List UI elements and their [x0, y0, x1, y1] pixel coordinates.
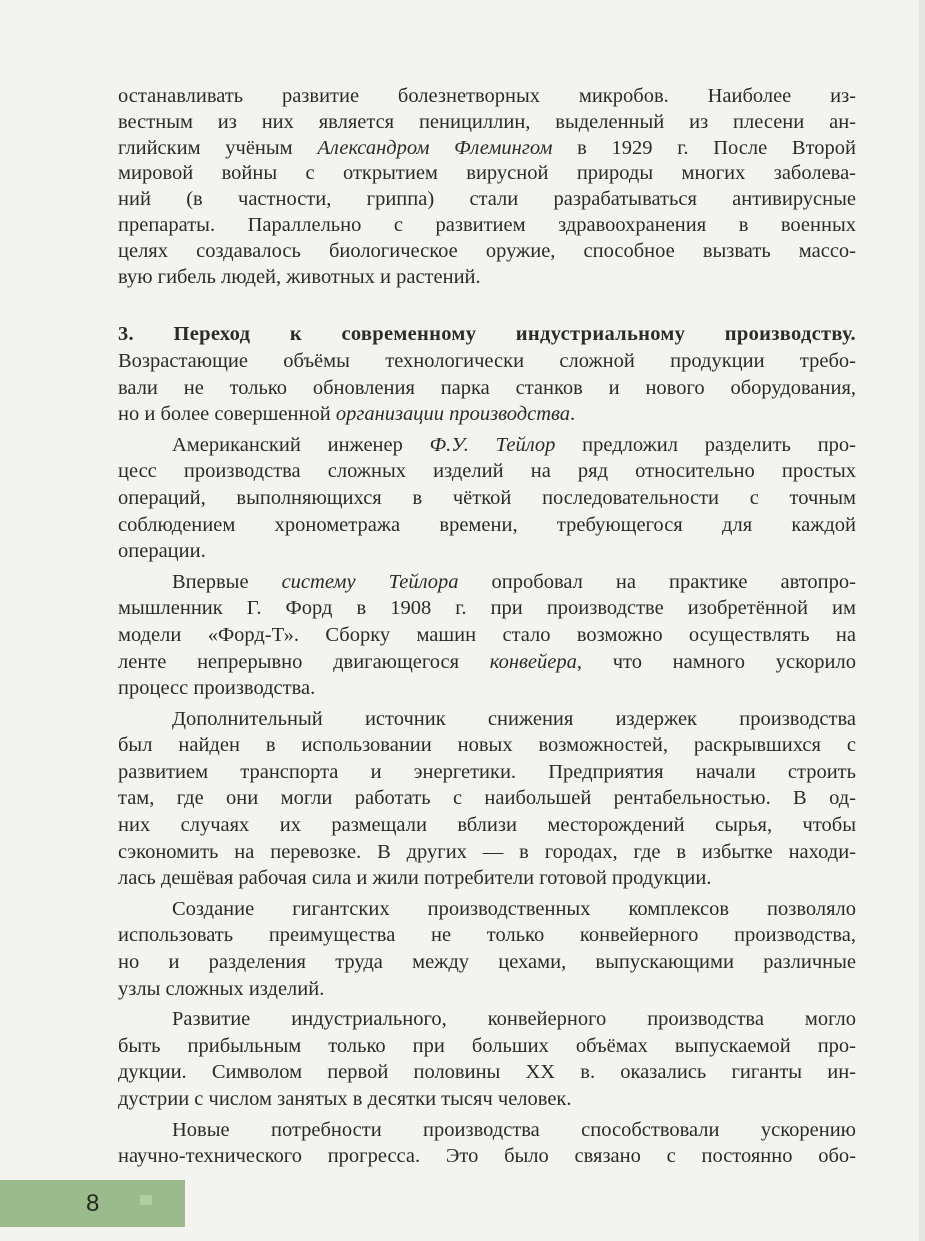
text-line	[118, 759, 856, 786]
paragraph	[118, 84, 856, 290]
text-line	[118, 1143, 856, 1170]
page-number: 8	[86, 1190, 100, 1217]
text-line	[118, 949, 856, 976]
text-run: Американский инженер	[172, 433, 430, 456]
decorative-mark	[140, 1195, 152, 1205]
text-line	[118, 622, 856, 649]
page-text	[118, 80, 856, 1170]
text-line	[118, 136, 856, 162]
text-line	[118, 321, 856, 348]
text-line	[118, 976, 856, 1003]
text-line	[118, 432, 856, 459]
text-line	[118, 401, 856, 428]
text-line	[118, 187, 856, 213]
text-line	[118, 348, 856, 375]
text-run: операции.	[118, 540, 206, 563]
text-line	[118, 675, 856, 702]
text-line	[118, 922, 856, 949]
text-line	[118, 785, 856, 812]
text-run: дустрии с числом занятых в десятки тысяч человек.	[118, 1088, 572, 1110]
text-run: глийским учёным	[118, 136, 318, 159]
text-line	[118, 649, 856, 676]
paragraph	[118, 569, 856, 702]
italic-term: конвейера	[489, 650, 577, 673]
text-line	[118, 706, 856, 733]
text-run: использовать преимущества не только конвейерного производства,	[118, 924, 856, 947]
text-line	[118, 569, 856, 596]
text-run: Развитие индустриального, конвейерного производства могло	[172, 1008, 856, 1031]
text-run: научно-технического прогресса. Это было связано с постоянно обо-	[118, 1145, 856, 1168]
paragraph	[118, 706, 856, 892]
text-run: сэкономить на перевозке. В других — в городах, где в избытке находи-	[118, 840, 856, 863]
text-run: , что намного ускорило	[576, 650, 856, 673]
paragraph	[118, 1117, 856, 1170]
text-run: развитием транспорта и энергетики. Предприятия начали строить	[118, 760, 856, 783]
italic-term: Александром Флемингом	[317, 136, 553, 159]
text-run: там, где они могли работать с наибольшей рентабельностью. В од-	[118, 787, 856, 810]
text-line	[118, 865, 856, 892]
text-line	[118, 265, 856, 291]
text-run: мировой войны с открытием вирусной природы многих заболева-	[118, 162, 856, 185]
section-paragraph	[118, 321, 856, 427]
text-run: но и более совершенной	[118, 403, 336, 426]
text-run: цесс производства сложных изделий на ряд относительно простых	[118, 460, 856, 483]
paragraph	[118, 896, 856, 1002]
text-line	[118, 595, 856, 622]
text-run: Новые потребности производства способствовали ускорению	[172, 1118, 856, 1141]
text-run: вали не только обновления парка станков и нового оборудования,	[118, 376, 856, 399]
text-line	[118, 1006, 856, 1033]
text-run: Дополнительный источник снижения издержек производства	[172, 707, 856, 730]
text-run: опробовал на практике автопро-	[458, 570, 856, 593]
text-line	[118, 1117, 856, 1144]
italic-term: Ф.У. Тейлор	[429, 433, 556, 456]
text-line	[118, 512, 856, 539]
text-run: ний (в частности, гриппа) стали разрабатываться антивирусные	[118, 188, 856, 211]
text-run: в 1929 г. После Второй	[552, 136, 856, 159]
italic-term: систему Тейлора	[281, 570, 459, 593]
text-run: лась дешёвая рабочая сила и жили потребители готовой продукции.	[118, 867, 712, 890]
text-run: узлы сложных изделий.	[118, 977, 325, 1000]
text-run: соблюдением хронометража времени, требующегося для каждой	[118, 513, 856, 536]
text-run: Впервые	[172, 570, 282, 593]
text-line	[118, 1086, 856, 1113]
text-run: операций, выполняющихся в чёткой последовательности с точным	[118, 486, 856, 509]
text-run: был найден в использовании новых возможностей, раскрывшихся с	[118, 734, 856, 757]
text-line	[118, 896, 856, 923]
text-line	[118, 213, 856, 239]
paragraph	[118, 1006, 856, 1112]
text-run: них случаях их размещали вблизи месторождений сырья, чтобы	[118, 814, 856, 837]
text-run: Возрастающие объёмы технологически сложной продукции требо-	[118, 349, 856, 372]
text-run: дукции. Символом первой половины XX в. оказались гиганты ин-	[118, 1061, 856, 1084]
text-line	[118, 839, 856, 866]
text-line	[118, 161, 856, 187]
text-line	[118, 538, 856, 565]
text-run: препараты. Параллельно с развитием здравоохранения в военных	[118, 213, 856, 236]
text-line	[118, 458, 856, 485]
page-number-tab	[0, 1180, 185, 1227]
section-heading: 3. Переход к современному индустриальному производству.	[118, 323, 856, 346]
italic-term: организации производства	[335, 403, 571, 426]
text-run: целях создавалось биологическое оружие, способное вызвать массо-	[118, 239, 856, 262]
text-run: модели «Форд-Т». Сборку машин стало возможно осуществлять на	[118, 623, 856, 646]
text-line	[118, 485, 856, 512]
text-run: предложил разделить про-	[555, 433, 856, 456]
text-run: Создание гигантских производственных комплексов позволяло	[172, 897, 856, 920]
text-line	[118, 1033, 856, 1060]
text-line	[118, 1059, 856, 1086]
text-run: .	[570, 403, 576, 426]
text-line	[118, 812, 856, 839]
text-line	[118, 84, 856, 110]
page-edge	[919, 0, 925, 1241]
text-run: быть прибыльным только при больших объёмах выпускаемой про-	[118, 1034, 856, 1057]
text-line	[118, 110, 856, 136]
text-line	[118, 375, 856, 402]
text-run: мышленник Г. Форд в 1908 г. при производстве изобретённой им	[118, 597, 856, 620]
text-run: вестным из них является пенициллин, выделенный из плесени ан-	[118, 110, 856, 133]
text-line	[118, 239, 856, 265]
text-run: но и разделения труда между цехами, выпускающими различные	[118, 951, 856, 974]
paragraph	[118, 432, 856, 565]
text-run: останавливать развитие болезнетворных микробов. Наиболее из-	[118, 85, 856, 107]
text-line	[118, 732, 856, 759]
text-run: процесс производства.	[118, 677, 316, 700]
text-run: ленте непрерывно двигающегося	[118, 650, 490, 673]
text-run: вую гибель людей, животных и растений.	[118, 265, 481, 288]
